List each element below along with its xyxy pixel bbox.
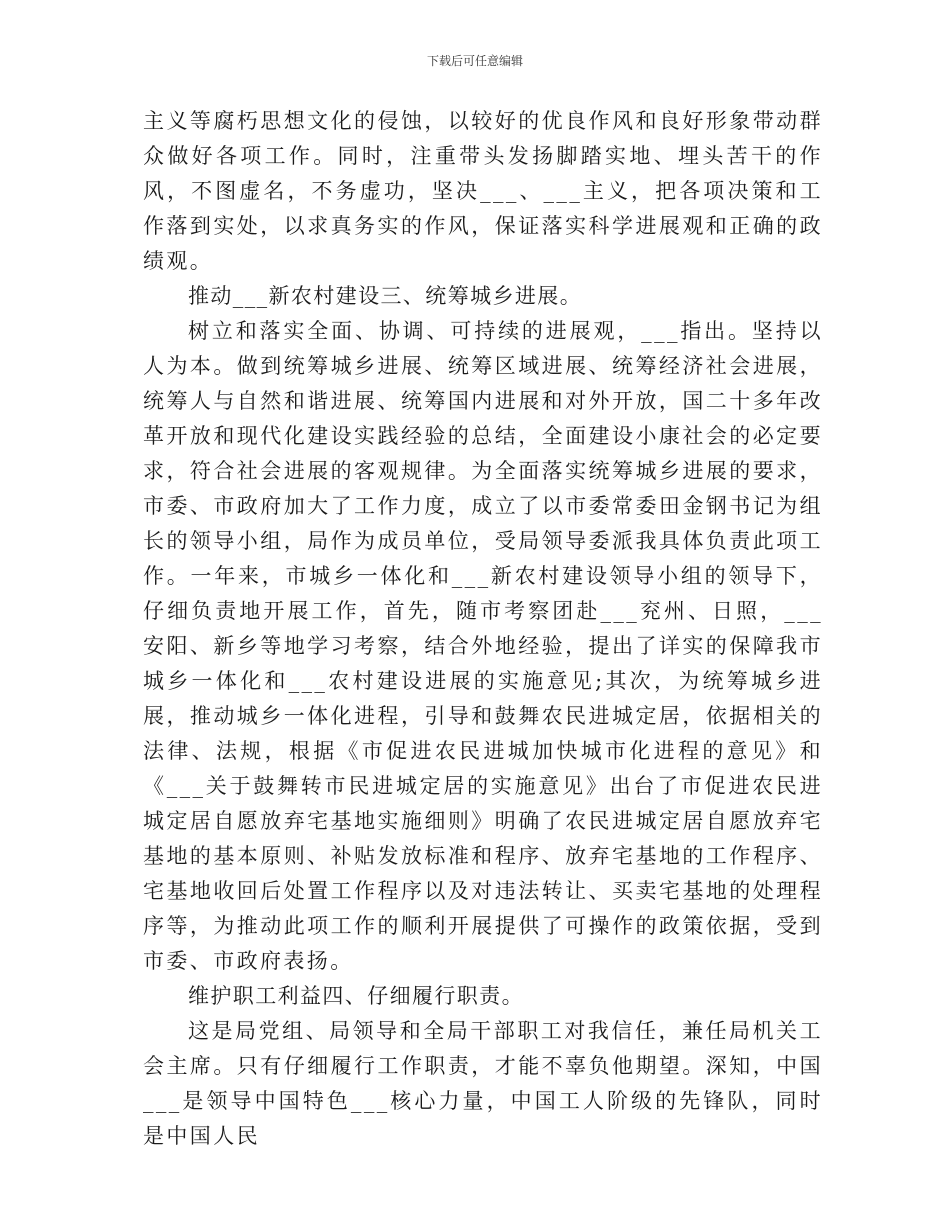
page-header-note: 下载后可任意编辑 <box>426 54 523 68</box>
paragraph-1: 主义等腐朽思想文化的侵蚀，以较好的优良作风和良好形象带动群众做好各项工作。同时，注重带头发扬脚踏实地、埋头苦干的作风，不图虚名，不务虚功，坚决___、___主义，把各项决策和工作落到实处，以求真务实的作风，保证落实科学进展观和正确的政绩观。 <box>143 109 823 273</box>
paragraph-5: 这是局党组、局领导和全局干部职工对我信任，兼任局机关工会主席。只有仔细履行工作职责，才能不辜负他期望。深知，中国___是领导中国特色___核心力量，中国工人阶级的先锋队，同时是中国人民 <box>143 1019 823 1148</box>
paragraph-3: 树立和落实全面、协调、可持续的进展观，___指出。坚持以人为本。做到统筹城乡进展、统筹区域进展、统筹经济社会进展，统筹人与自然和谐进展、统筹国内进展和对外开放，国二十多年改革开放和现代化建设实践经验的总结，全面建设小康社会的必定要求，符合社会进展的客观规律。为全面落实统筹城乡进展的要求，市委、市政府加大了工作力度，成立了以市委常委田金钢书记为组长的领导小组，局作为成员单位，受局领导委派我具体负责此项工作。一年来，市城乡一体化和___新农村建设领导小组的领导下，仔细负责地开展工作，首先，随市考察团赴___兖州、日照，___安阳、新乡等地学习考察，结合外地经验，提出了详实的保障我市城乡一体化和___农村建设进展的实施意见;其次，为统筹城乡进展，推动城乡一体化进程，引导和鼓舞农民进城定居，依据相关的法律、法规，根据《市促进农民进城加快城市化进程的意见》和《___关于鼓舞转市民进城定居的实施意见》出台了市促进农民进城定居自愿放弃宅基地实施细则》明确了农民进城定居自愿放弃宅基地的基本原则、补贴发放标准和程序、放弃宅基地的工作程序、宅基地收回后处置工作程序以及对违法转让、买卖宅基地的处理程序等，为推动此项工作的顺利开展提供了可操作的政策依据，受到市委、市政府表扬。 <box>143 319 823 973</box>
document-body <box>143 104 823 1154</box>
paragraph-2: 推动___新农村建设三、统筹城乡进展。 <box>188 284 583 308</box>
paragraph-4: 维护职工利益四、仔细履行职责。 <box>188 984 524 1008</box>
